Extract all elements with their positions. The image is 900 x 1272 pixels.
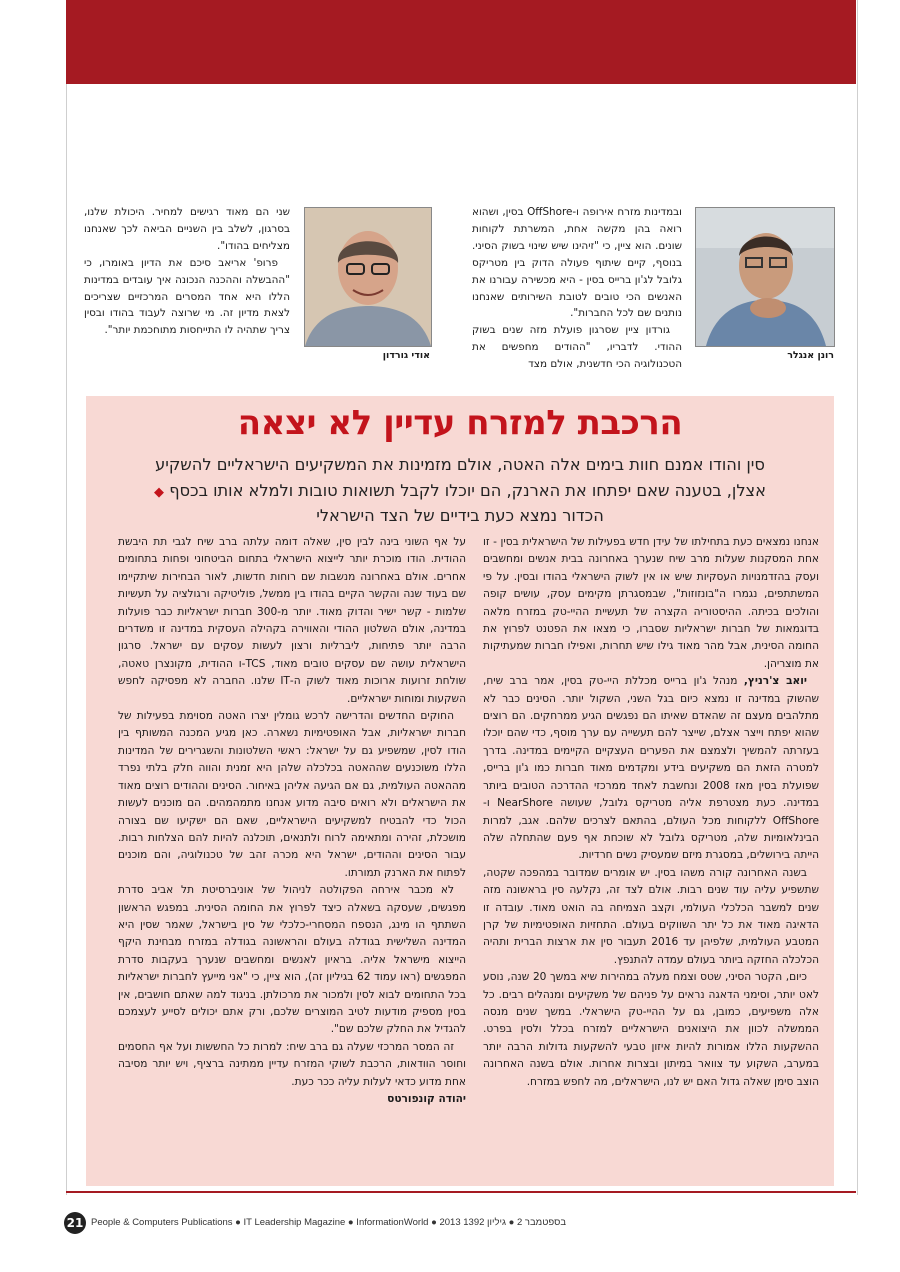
diamond-bullet-icon: ◆ [154,485,165,500]
photo-ronen-engler [695,207,835,347]
article-subtitle-line-1: סין והודו אמנם חוות בימים אלה האטה, אולם מזמינות את המשקיעים הישראליים להשקיע [155,455,765,474]
bottom-rule [66,1191,856,1193]
caption-right-photo: רונן אנגלר [787,350,834,361]
article-author: יהודה קונפורטס [387,1093,466,1105]
paragraph: ובמדינות מזרח אירופה ו-OffShore בסין, ושהוא רואה בהן מקשה אחת, המשרתת לקוחות שונים. הוא ציין, כי "זיהינו שיש שינוי בשוק הסיני. בנוסף, קיים שיתוף פעולה הדוק בין מטריקס גלובל לג'ון ברייס בסין - היא מכשירה עבורנו את האנשים הכי טובים לטובת השירותים שאנחנו נותנים שם לכל החברות". [472,206,682,320]
top-column-left [84,204,290,339]
photo-udi-gordon [304,207,432,347]
paragraph: לא מכבר אירחה הפקולטה לניהול של אוניברסיטת תל אביב סדרת מפגשים, שעסקה בשאלה כיצד לפרוץ את החומה הסינית. במפגש הראשון השתתף הו מינג, הנספח המסחרי-כלכלי של סין בישראל, שאמר שסין היא המדינה השלישית בגודלה בעולם והראשונה בגודלה במזרח מבחינת היקף הייצוא מישראל אליה. בראיון לאנשים ומחשבים שנערך בעקבות סדרת המפגשים (ראו עמוד 62 בגיליון זה), הוא ציין, כי "אני מייעץ לחברות ישראליות בכל התחומים לבוא לסין ולמכור את מרכולתן. בניגוד למה שאתם חושבים, אין בסין מספיק מודעות לטיב המוצרים שלכם, ורק אתם יכולים לסייע לעצמכם להגדיל את החלק שלכם שם". [118,884,466,1036]
paragraph: אנחנו נמצאים כעת בתחילתו של עידן חדש בפעילות של הישראלית בסין - זו אחת המסקנות שעלות מרב שיח שנערך באחרונה בבית אנשים ומחשבים ועסק בהזדמנויות העסקיות שיש או אין לשוק הישראלי בהודו ובסין. על פי המשתתפים, נגמרו ה"בונזוזות", שבמסגרתן מקימים עסק, עושים קופה והולכים בכיתה. ההיסטוריה הקצרה של תעשיית ההיי-טק במזרח מלאה בדוגמאות של חברות ישראליות שסברו, כי מצאו את הפטנט לפרוץ את החומה הסינית, אבל מהר מאוד גילו שיש תחרות, ואפילו חברות שמעתיקות את מוצריהן. [483,536,819,670]
paragraph: כיום, הקטר הסיני, שטס וצמח מעלה במהירות שיא במשך 20 שנה, נוסע לאט יותר, וסימני הדאגה נראים על פניהם של משקיעים ומנהלים רבים. כל אלה משפיעים, כמובן, גם על ההיי-טק הישראלי. במשך שנים מנסה הממשלה לכוון את היצואנים הישראליים למזרח בכלל ולסין בפרט. ההשקעות הללו אמורות להיות איזון טבעי להשקעות גדולות הרבה יותר במערב, השקוע עד צוואר במיתון ובצרות אחרות. אולם בשנה האחרונה הוצב סימן שאלה גדול האם יש לנו, הישראלים, מה לחפש במזרח. [483,971,819,1088]
body-column-right [483,534,819,1091]
footer-publication-line: People & Computers Publications ● IT Leadership Magazine ● InformationWorld ● 2013 בספטמבר 2 ● גיליון 1392 [91,1217,567,1228]
speaker-name: יואב צ'רניץ, [743,675,807,688]
subtitle-text: אצלן, בטענה שאם יפתחו את הארנק, הם יוכלו לקבל תשואות טובות ולמלא אותו בכסף [169,481,766,500]
body-column-left [118,534,466,1108]
article-subtitle-line-3: הכדור נמצא כעת בידיים של הצד הישראלי [316,506,604,525]
article-subtitle-line-2 [100,478,820,506]
top-column-middle [472,204,682,373]
top-color-band [66,0,856,84]
paragraph: פרופ' אריאב סיכם את הדיון באומרו, כי "ההבשלה וההכנה הנכונה איך עובדים במדינות הללו היא אחד המסרים המרכזיים שצריכים לצאת מדיון זה. מי שרוצה לעבוד בהודו ובסין צריך שתהיה לו התייחסות מתוחכמת יותר". [84,256,290,337]
paragraph: בשנה האחרונה קורה משהו בסין. יש אומרים שמדובר במהפכה שקטה, שתשפיע עליה עוד שנים רבות. אולם לצד זה, נקלעה סין בראשונה מזה שנים למשבר הכלכלי העולמי, וקצב הצמיחה בה הואט מאוד. עובדה זו הדאיגה מאוד את כל יתר השווקים בעולם. התחזיות האופטימיות של קרן המטבע העולמית, שלפיהן עד 2016 תעבור סין את ארצות הברית ותהיה הכלכלה החזקה ביותר בעולם עמדה להתנפץ. [483,866,819,966]
paragraph: החוקים החדשים והדרישה לרכש גומלין יצרו האטה מסוימת בפעילות של חברות ישראליות, אבל האופטימיות נשארה. כאן מגיע המכנה המשותף בין הודו לסין, שמשפיע גם על ישראל: ראשי השלטונות והשגרירים של המדינות הללו משוכנעים שההאטה בכלכלה שלהן היא זמנית והווה חלק בלתי נפרד מההאטה העולמית, גם אם הגיעה אליהן באיחור. הסינים וההודים רוצים מאוד את הישראלים ולא רואים סיבה מדוע אנחנו מתמהמהים. הם מוכנים לעשות הכול כדי להבטיח למשקיעים הישראליים, שאם הם ישקיעו שם בצורה מושכלת, זהירה ומתאימה לרוח ולתנאים, תוכלנה להיות להם הצלחות רבות. עבור הסינים וההודים, ישראל היא מכרה זהב של טכנולוגיה, והם מוכנים לפתוח את הארנק תמורתו. [118,710,466,879]
portrait-icon [305,208,431,346]
caption-left-photo: אודי גורדון [382,350,430,361]
article-headline: הרכבת למזרח עדיין לא יצאה [237,403,683,443]
page-number-badge: 21 [64,1212,86,1234]
paragraph: גורדון ציין שסרגון פועלת מזה שנים בשוק ההודי. לדבריו, "ההודים מחפשים את הטכנולוגיה הכי חדשנית, אולם מצד [472,324,682,371]
portrait-icon [696,208,834,346]
paragraph: זה המסר המרכזי שעלה גם ברב שיח: למרות כל החששות ועל אף החסמים וחוסר הוודאות, הרכבת לשוקי המזרח עדיין ממתינה ברציף, ויש יותר מסיבה אחת מדוע כדאי לעלות עליה ככר כעת. [118,1040,466,1088]
paragraph: יואב צ'רניץ, מנהל ג'ון ברייס מכללת היי-טק בסין, אמר ברב שיח, שהשוק במדינה זו נמצא כיום בגל השני, השקול יותר. הסינים כבר לא מתלהבים מעצם זה שהאדם שאיתו הם נפגשים הגיע ממרחקים. הם רוצים שהוא יפתח וייצר אצלם, שייצר להם תעשייה עם ערך מוסף, כדי שהם יוכלו בעזרתה להמשיך ולצמצם את הפערים העצקיים הקיימים במדינה. בדרך למטרה הזאת הם משקיעים בידע ומקדמים מאוד חברות כמו ג'ון ברייס, שפועלת בסין מאז 2008 ונחשבת לאחד ממרכזי ההדרכה הטובים ביותר במדינה. כעת מצטרפת אליה מטריקס גלובל, שעושה NearShore ו-OffShore ללקוחות מכל העולם, בהתאם לצרכים שלהם. אגב, למרות הבינלאומיות שלה, מטריקס גלובל לא שוכחת אף פעם שהתחלה שלה הייתה בירושלים, במסגרת מיזם שמעסיק נשים חרדיות. [483,675,819,862]
paragraph: שני הם מאוד רגישים למחיר. היכולת שלנו, בסרגון, לשלב בין השניים הביאה לכך שאנחנו מצליחים בהודו". [84,206,290,252]
paragraph: על אף השוני בינה לבין סין, שאלה דומה עלתה ברב שיח לגבי תת היבשת ההודית. הודו מוכרת יותר לייצוא הישראלי בתחום הביטחוני ופחות בתחומים אחרים. אולם באחרונה מנשבות שם רוחות חדשות, לאור הבחירות שיתקיימו שם בעוד שנה והקשר הקיים בהודו בין ממשל, פוליטיקה ורגולציה על תעשיות שלמות - קשר ישיר והדוק מאוד. יותר מ-300 חברות ישראליות כבר פועלות במדינה, אולם השלטון ההודי והאווירה בקהילה העסקית במדינה זו משדרים הרבה יותר פתיחות, ליברליות ורצון לעשות עסקים עם ישראל. סרגון הישראלית עושה שם עסקים טובים מאוד, TCS-ו ההודית, מקונצרן טאטה, שולחת זרועות ארוכות מאוד לשוק ה-IT שלנו. החברה לא מפסיקה לחפש השקעות ומוחות ישראליים. [118,536,467,705]
